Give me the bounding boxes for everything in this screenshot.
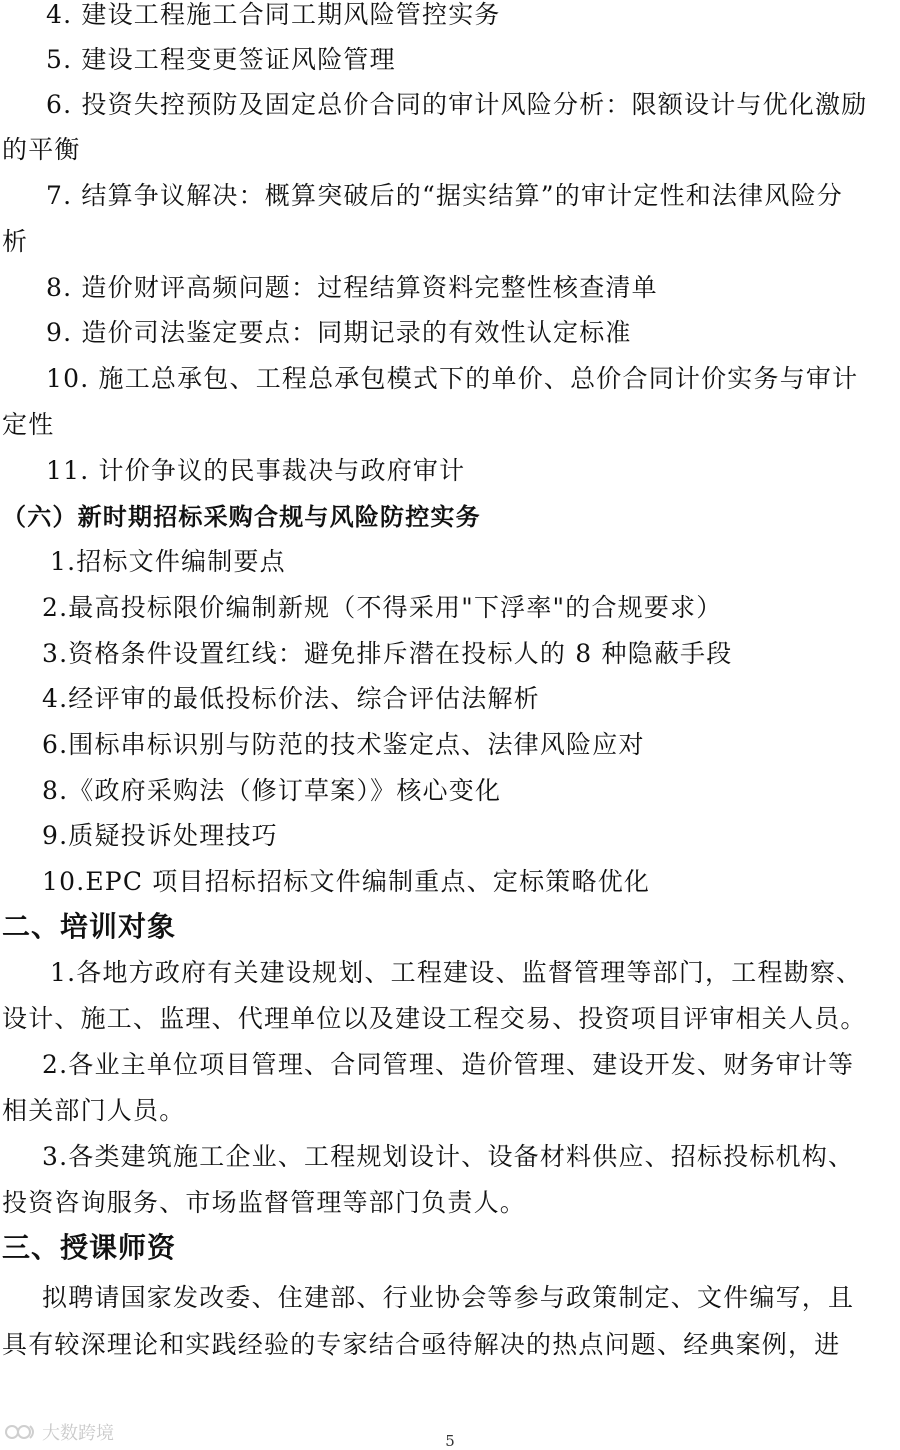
watermark-text: 大数跨境 xyxy=(42,1423,114,1444)
paragraph-line: 3.各类建筑施工企业、工程规划设计、设备材料供应、招标投标机构、 xyxy=(42,1142,855,1171)
paragraph-line: 投资咨询服务、市场监督管理等部门负责人。 xyxy=(2,1188,527,1217)
list-item: 11. 计价争议的民事裁决与政府审计 xyxy=(46,456,466,485)
list-item: 7. 结算争议解决：概算突破后的“据实结算”的审计定性和法律风险分 xyxy=(46,181,843,210)
list-item-continuation: 定性 xyxy=(2,410,55,439)
list-item: 1.招标文件编制要点 xyxy=(50,547,286,576)
paragraph-line: 2.各业主单位项目管理、合同管理、造价管理、建设开发、财务审计等 xyxy=(42,1050,855,1079)
list-item: 4. 建设工程施工合同工期风险管控实务 xyxy=(46,0,501,29)
list-item: 4.经评审的最低投标价法、综合评估法解析 xyxy=(42,684,540,713)
section-heading: 三、授课师资 xyxy=(2,1231,177,1264)
list-item: 10. 施工总承包、工程总承包模式下的单价、总价合同计价实务与审计 xyxy=(46,364,859,393)
list-item-continuation: 的平衡 xyxy=(2,135,81,164)
paragraph-line: 设计、施工、监理、代理单位以及建设工程交易、投资项目评审相关人员。 xyxy=(2,1004,867,1033)
list-item: 6.围标串标识别与防范的技术鉴定点、法律风险应对 xyxy=(42,730,645,759)
list-item: 2.最高投标限价编制新规（不得采用"下浮率"的合规要求） xyxy=(42,593,723,622)
page-number: 5 xyxy=(445,1432,455,1450)
list-item: 10.EPC 项目招标招标文件编制重点、定标策略优化 xyxy=(42,867,651,896)
paragraph-line: 拟聘请国家发改委、住建部、行业协会等参与政策制定、文件编写，且 xyxy=(42,1283,855,1312)
list-item: 8.《政府采购法（修订草案）》核心变化 xyxy=(42,776,502,805)
paragraph-line: 具有较深理论和实践经验的专家结合亟待解决的热点问题、经典案例，进 xyxy=(2,1330,841,1359)
list-item: 8. 造价财评高频问题：过程结算资料完整性核查清单 xyxy=(46,273,658,302)
paragraph-line: 相关部门人员。 xyxy=(2,1096,186,1125)
list-item: 9.质疑投诉处理技巧 xyxy=(42,821,278,850)
list-item: 3.资格条件设置红线：避免排斥潜在投标人的 8 种隐蔽手段 xyxy=(42,639,733,668)
list-item: 5. 建设工程变更签证风险管理 xyxy=(46,45,396,74)
section-heading: （六）新时期招标采购合规与风险防控实务 xyxy=(2,503,481,531)
section-heading: 二、培训对象 xyxy=(2,910,177,943)
list-item: 9. 造价司法鉴定要点：同期记录的有效性认定标准 xyxy=(46,318,632,347)
paragraph-line: 1.各地方政府有关建设规划、工程建设、监督管理等部门，工程勘察、 xyxy=(50,958,863,987)
list-item: 6. 投资失控预防及固定总价合同的审计风险分析：限额设计与优化激励 xyxy=(46,90,868,119)
list-item-continuation: 析 xyxy=(2,227,29,256)
